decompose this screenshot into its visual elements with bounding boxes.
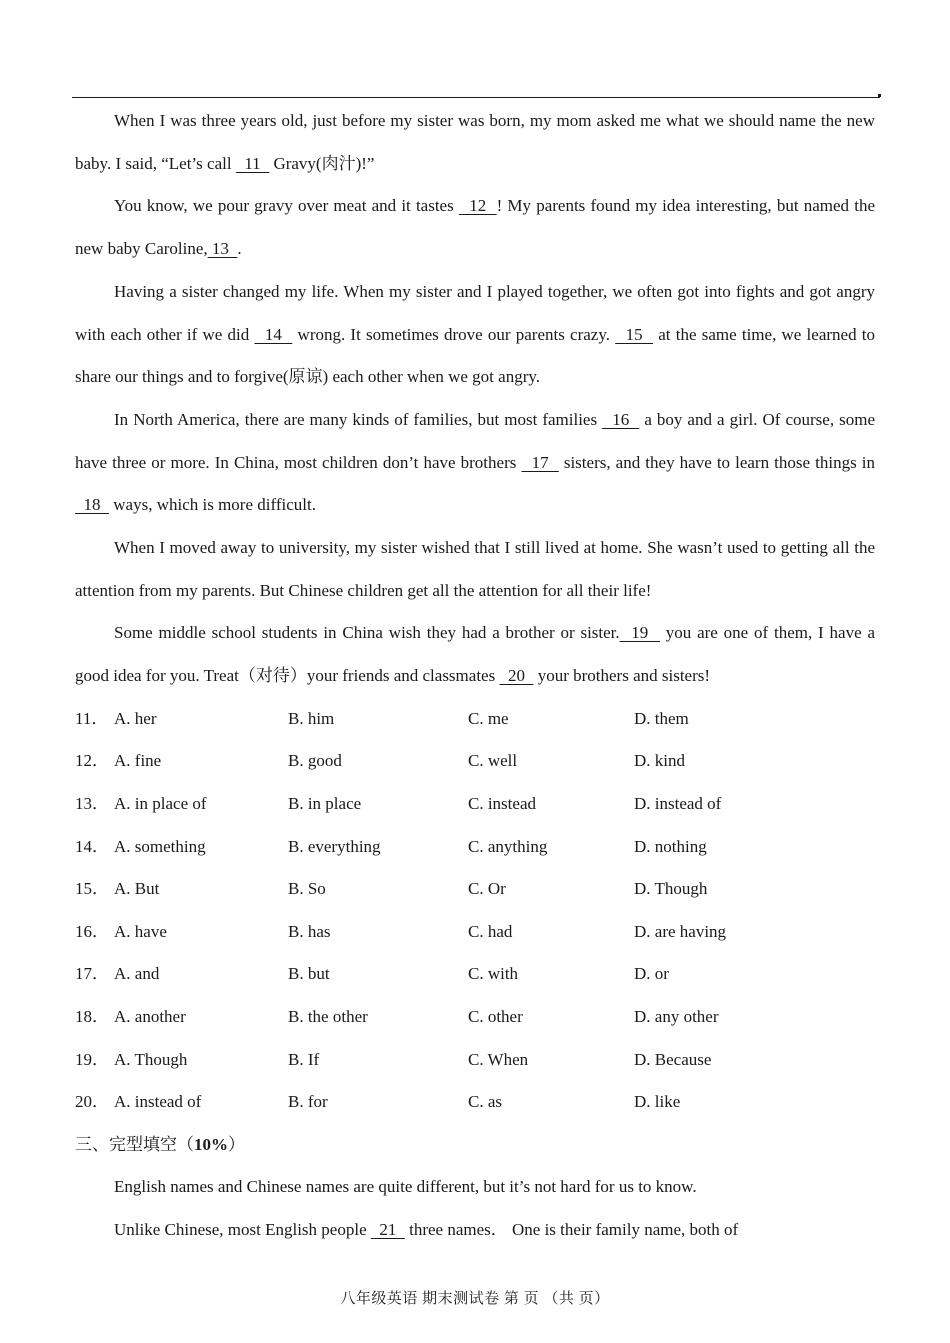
option-b[interactable]: B. So: [288, 879, 326, 899]
option-row-19: [75, 1039, 875, 1082]
option-c[interactable]: C. anything: [468, 836, 548, 856]
option-c[interactable]: C. had: [468, 921, 513, 941]
text: sisters, and they have to learn those things in: [558, 452, 876, 472]
text: a boy and a girl. Of course, some have three or more. In China, most children don’t have brothers: [75, 409, 875, 472]
option-row-15: [75, 868, 875, 911]
blank-11[interactable]: 11: [235, 153, 270, 173]
option-c[interactable]: C. other: [468, 1007, 523, 1026]
text: you are one of them, I have a good idea for you. Treat（对待）your friends and classmates: [75, 623, 875, 686]
option-d[interactable]: D. instead of: [634, 794, 722, 814]
option-b[interactable]: B. in place: [288, 794, 362, 814]
question-number: 14．: [75, 836, 109, 856]
option-a[interactable]: A. something: [114, 836, 206, 856]
page-content: [75, 100, 875, 1252]
paragraph-6: [75, 612, 875, 697]
option-row-14: [75, 826, 875, 869]
text: three names． One is their family name, both of: [404, 1220, 739, 1240]
blank-19[interactable]: 19: [619, 623, 660, 643]
option-b[interactable]: B. everything: [288, 836, 381, 856]
text: ! My parents found my idea interesting, but named the new baby Caroline,: [75, 196, 875, 259]
option-row-16: [75, 911, 875, 954]
paragraph-1: [75, 100, 875, 185]
option-c[interactable]: C. When: [468, 1049, 529, 1069]
question-number: 15．: [75, 879, 109, 899]
blank-12[interactable]: 12: [458, 196, 497, 216]
question-number: 20．: [75, 1092, 109, 1112]
option-a[interactable]: A. and: [114, 964, 160, 984]
text: Gravy(肉汁)!”: [269, 153, 375, 173]
page-footer: 八年级英语 期末测试卷 第 页 （共 页）: [340, 1291, 610, 1307]
option-c[interactable]: C. instead: [468, 794, 536, 814]
blank-20[interactable]: 20: [499, 666, 534, 686]
question-number: 19．: [75, 1049, 109, 1069]
text: your brothers and sisters!: [533, 666, 711, 686]
option-d[interactable]: D. kind: [634, 751, 685, 771]
text: You know, we pour gravy over meat and it tastes: [114, 196, 459, 216]
option-b[interactable]: B. the other: [288, 1007, 368, 1026]
question-number: 18．: [75, 1007, 109, 1026]
text: Unlike Chinese, most English people: [114, 1220, 371, 1240]
option-d[interactable]: D. any other: [634, 1007, 719, 1026]
option-c[interactable]: C. with: [468, 964, 519, 984]
option-d[interactable]: D. like: [634, 1092, 681, 1112]
option-a[interactable]: A. another: [114, 1007, 186, 1026]
option-row-11: [75, 698, 875, 741]
option-d[interactable]: D. are having: [634, 921, 727, 941]
section-paragraph-2: [75, 1209, 875, 1252]
option-c[interactable]: C. Or: [468, 879, 506, 899]
option-d[interactable]: D. Because: [634, 1049, 712, 1069]
text: Some middle school students in China wish they had a brother or sister.: [114, 623, 620, 643]
option-b[interactable]: B. but: [288, 964, 330, 984]
text: ways, which is more difficult.: [109, 495, 316, 515]
paragraph-5: [75, 527, 875, 612]
text: When I was three years old, just before my sister was born, my mom asked me what we should name the new baby. I said, “Let’s call: [75, 111, 875, 173]
blank-15[interactable]: 15: [615, 324, 654, 344]
paragraph-3: [75, 271, 875, 399]
option-row-13: [75, 783, 875, 826]
blank-14[interactable]: 14: [254, 324, 293, 344]
option-d[interactable]: D. them: [634, 708, 689, 728]
option-b[interactable]: B. has: [288, 921, 331, 941]
option-b[interactable]: B. good: [288, 751, 342, 771]
header-rule: [72, 97, 880, 98]
text: In North America, there are many kinds of families, but most families: [114, 409, 603, 429]
option-d[interactable]: D. Though: [634, 879, 708, 899]
question-number: 11．: [75, 708, 109, 728]
paragraph-2: [75, 185, 875, 270]
text: wrong. It sometimes drove our parents crazy.: [292, 324, 616, 344]
blank-13[interactable]: 13: [207, 239, 238, 259]
text: .: [237, 239, 242, 259]
question-number: 16．: [75, 921, 109, 941]
header-rule-dot: [878, 94, 881, 97]
option-row-17: [75, 953, 875, 996]
option-a[interactable]: A. fine: [114, 751, 162, 771]
section-title-close: ）: [228, 1134, 245, 1154]
option-row-18: [75, 996, 875, 1039]
text: Having a sister changed my life. When my sister and I played together, we often got into fights and got angry with each other if we did: [75, 281, 875, 344]
question-number: 12．: [75, 751, 109, 771]
option-c[interactable]: C. me: [468, 708, 509, 728]
section-percent: 10%: [194, 1134, 228, 1154]
option-c[interactable]: C. well: [468, 751, 518, 771]
option-d[interactable]: D. or: [634, 964, 669, 984]
option-a[interactable]: A. have: [114, 921, 167, 941]
section-title-text: 三、完型填空（: [75, 1134, 194, 1154]
option-b[interactable]: B. If: [288, 1049, 320, 1069]
option-row-12: [75, 740, 875, 783]
section-title: [75, 1124, 875, 1167]
option-c[interactable]: C. as: [468, 1092, 502, 1112]
option-a[interactable]: A. Though: [114, 1049, 188, 1069]
blank-16[interactable]: 16: [602, 409, 640, 429]
question-number: 13．: [75, 794, 109, 814]
option-a[interactable]: A. her: [114, 708, 157, 728]
option-a[interactable]: A. in place of: [114, 794, 207, 814]
blank-21[interactable]: 21: [370, 1220, 405, 1240]
option-d[interactable]: D. nothing: [634, 836, 707, 856]
blank-17[interactable]: 17: [521, 452, 559, 472]
option-a[interactable]: A. instead of: [114, 1092, 202, 1112]
option-row-20: [75, 1081, 875, 1124]
question-number: 17．: [75, 964, 109, 984]
text: at the same time, we learned to share our things and to forgive(原谅) each other when we got angry.: [75, 324, 876, 387]
blank-18[interactable]: 18: [75, 495, 109, 515]
options-list: [75, 698, 875, 1124]
paragraph-4: [75, 399, 875, 527]
option-a[interactable]: A. But: [114, 879, 160, 899]
option-b[interactable]: B. for: [288, 1092, 328, 1112]
text: When I moved away to university, my sister wished that I still lived at home. She wasn’t used to getting all the attention from my parents. But Chinese children get all the attention for all their life!: [75, 538, 875, 600]
option-b[interactable]: B. him: [288, 708, 335, 728]
text: English names and Chinese names are quite different, but it’s not hard for us to know.: [114, 1177, 697, 1197]
section-paragraph-1: [75, 1166, 875, 1209]
